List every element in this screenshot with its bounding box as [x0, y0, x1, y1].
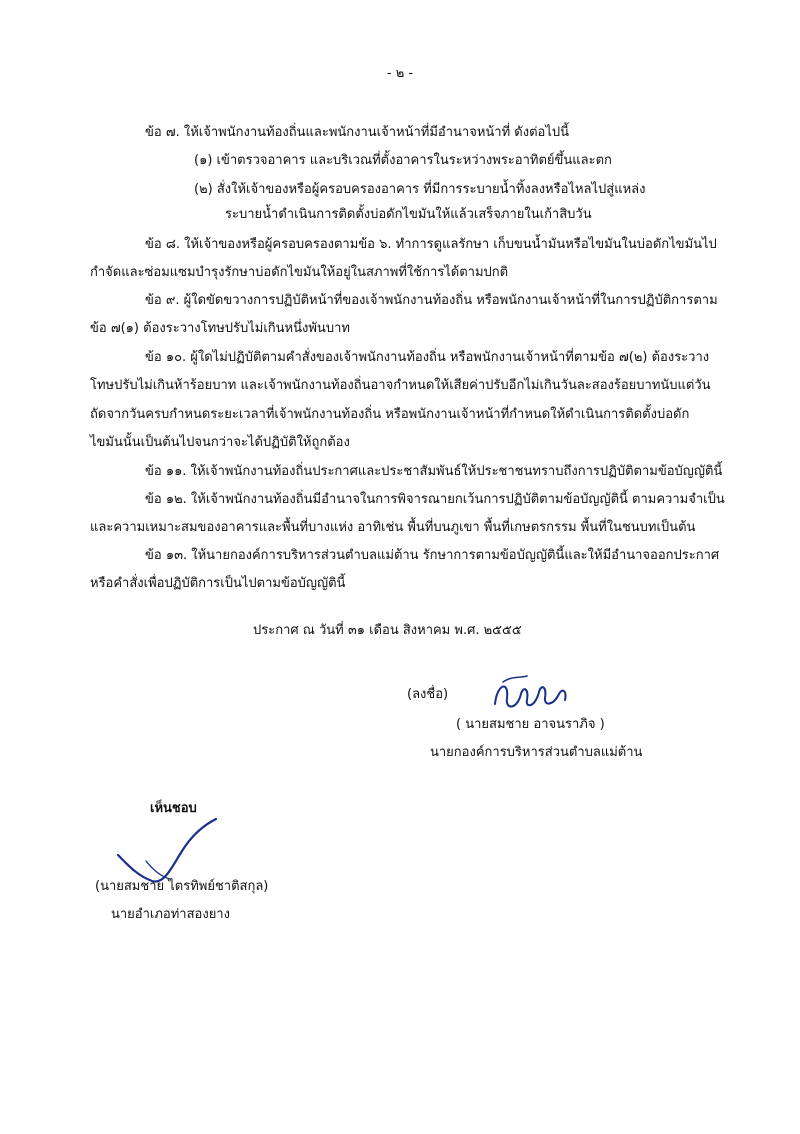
announcement-date: ประกาศ ณ วันที่ ๓๑ เดือน สิงหาคม พ.ศ. ๒๕๕๕: [253, 623, 522, 638]
clause-9-line-2: ข้อ ๗(๑) ต้องระวางโทษปรับไม่เกินหนึ่งพันบาท: [90, 321, 350, 336]
clause-12-line-1: ข้อ ๑๒. ให้เจ้าพนักงานท้องถิ่นมีอำนาจในการพิจารณายกเว้นการปฏิบัติตามข้อบัญญัตินี้ ตามความจำเป็น: [145, 492, 725, 507]
clause-10-line-4: ไขมันนั้นเป็นต้นไปจนกว่าจะได้ปฏิบัติให้ถูกต้อง: [90, 435, 350, 450]
signer-title: นายกองค์การบริหารส่วนตำบลแม่ต้าน: [430, 745, 643, 760]
handwritten-signature: [487, 670, 577, 718]
clause-10-line-2: โทษปรับไม่เกินห้าร้อยบาท และเจ้าพนักงานท้องถิ่นอาจกำหนดให้เสียค่าปรับอีกไม่เกินวันละสองร้อยบาทนับแต่วัน: [90, 378, 711, 393]
clause-7-item-1: (๑) เข้าตรวจอาคาร และบริเวณที่ตั้งอาคารในระหว่างพระอาทิตย์ขึ้นและตก: [194, 153, 612, 168]
clause-9-line-1: ข้อ ๙. ผู้ใดขัดขวางการปฏิบัติหน้าที่ของเจ้าพนักงานท้องถิ่น หรือพนักงานเจ้าหน้าที่ในการปฏิบัติการตาม: [145, 293, 718, 308]
clause-12-line-2: และความเหมาะสมของอาคารและพื้นที่บางแห่ง อาทิเช่น พื้นที่บนภูเขา พื้นที่เกษตรกรรม พื้นที่ในชนบทเป็นต้น: [90, 520, 696, 535]
clause-10-line-1: ข้อ ๑๐. ผู้ใดไม่ปฏิบัติตามคำสั่งของเจ้าพนักงานท้องถิ่น หรือพนักงานเจ้าหน้าที่ตามข้อ ๗(๒) ต้องระวาง: [145, 350, 710, 365]
signer-name: ( นายสมชาย อาจนราภิจ ): [456, 717, 605, 732]
sign-label: (ลงชื่อ): [407, 687, 449, 702]
approval-label: เห็นชอบ: [150, 801, 197, 816]
clause-8-line-2: กำจัดและซ่อมแซมบำรุงรักษาบ่อดักไขมันให้อยู่ในสภาพที่ใช้การได้ตามปกติ: [90, 265, 509, 280]
approver-title: นายอำเภอท่าสองยาง: [111, 907, 230, 922]
clause-8-line-1: ข้อ ๘. ให้เจ้าของหรือผู้ครอบครองตามข้อ ๖. ทำการดูแลรักษา เก็บขนน้ำมันหรือไขมันในบ่อดักไขมันไป: [145, 237, 717, 252]
page-number: - ๒ -: [386, 66, 414, 81]
clause-7-item-2-line-2: ระบายน้ำดำเนินการติดตั้งบ่อดักไขมันให้แล้วเสร็จภายในเก้าสิบวัน: [225, 207, 592, 222]
clause-7-intro: ข้อ ๗. ให้เจ้าพนักงานท้องถิ่นและพนักงานเจ้าหน้าที่มีอำนาจหน้าที่ ดังต่อไปนี้: [145, 125, 570, 140]
clause-13-line-2: หรือคำสั่งเพื่อปฏิบัติการเป็นไปตามข้อบัญญัตินี้: [90, 576, 346, 591]
clause-10-line-3: ถัดจากวันครบกำหนดระยะเวลาที่เจ้าพนักงานท้องถิ่น หรือพนักงานเจ้าหน้าที่กำหนดให้ดำเนินการติดตั้งบ่อดัก: [90, 407, 690, 422]
clause-11-line-1: ข้อ ๑๑. ให้เจ้าพนักงานท้องถิ่นประกาศและประชาสัมพันธ์ให้ประชาชนทราบถึงการปฏิบัติตามข้อบัญญัตินี้: [145, 464, 723, 479]
approver-name: (นายสมชาย ไตรทิพย์ชาติสกุล): [95, 879, 269, 894]
clause-13-line-1: ข้อ ๑๓. ให้นายกองค์การบริหารส่วนตำบลแม่ต้าน รักษาการตามข้อบัญญัตินี้และให้มีอำนาจออกประกาศ: [145, 548, 720, 563]
clause-7-item-2-line-1: (๒) สั่งให้เจ้าของหรือผู้ครอบครองอาคาร ที่มีการระบายน้ำทิ้งลงหรือไหลไปสู่แหล่ง: [194, 182, 646, 197]
